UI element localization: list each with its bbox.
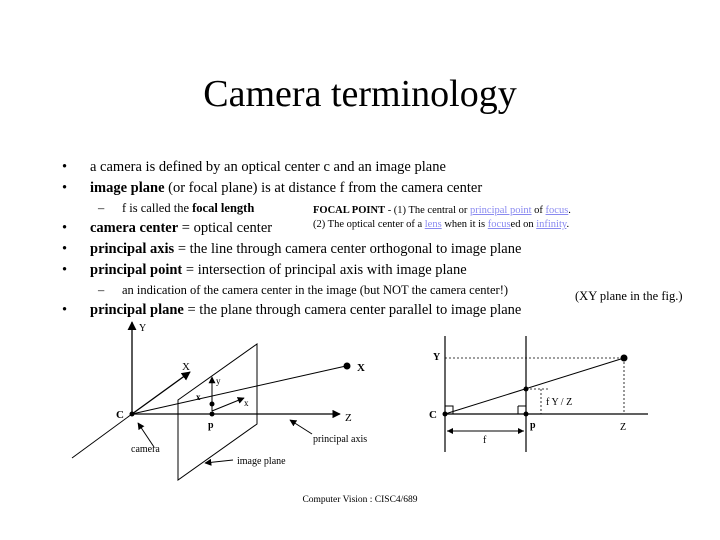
bullet-term: principal axis xyxy=(90,241,175,257)
label-C-3d: C xyxy=(116,409,124,421)
bullet-dot: • xyxy=(62,220,68,236)
bullet-text: (or focal plane) is at distance f from the camera center xyxy=(164,180,483,196)
footer: Computer Vision : CISC4/689 xyxy=(302,495,418,505)
label-x-image: x xyxy=(244,398,249,408)
link-focus[interactable]: focus xyxy=(545,205,569,216)
sub-term: focal length xyxy=(192,201,255,215)
link-infinity[interactable]: infinity xyxy=(536,219,567,230)
bullet-dot: • xyxy=(62,159,68,175)
label-principal-axis: principal axis xyxy=(313,434,368,445)
focal-point-text: when it is xyxy=(441,219,488,230)
bullet-term: principal point xyxy=(90,262,183,278)
link-lens[interactable]: lens xyxy=(424,219,442,230)
ray-2d xyxy=(445,358,624,414)
label-Z-3d: Z xyxy=(345,412,352,424)
focal-point-text: (2) The optical center of a xyxy=(313,219,425,230)
label-y-image: y xyxy=(216,376,221,386)
camera-centre-2d xyxy=(443,412,448,417)
bullet-text: = the line through camera center orthogonal to image plane xyxy=(174,241,522,257)
principal-point-2d xyxy=(524,412,529,417)
label-p-2d: p xyxy=(530,420,536,431)
image-point-2d xyxy=(524,387,529,392)
sub-dash: – xyxy=(98,201,105,215)
focal-point-text: ed on xyxy=(510,219,537,230)
f-arrow-left xyxy=(447,428,453,434)
world-point-2d xyxy=(621,355,628,362)
f-arrow-right xyxy=(518,428,524,434)
label-image-plane: image plane xyxy=(237,456,286,467)
bullet-dot: • xyxy=(62,180,68,196)
xy-plane-note: (XY plane in the fig.) xyxy=(575,289,683,303)
link-focused[interactable]: focus xyxy=(487,219,511,230)
sub-dash: – xyxy=(98,283,105,297)
sub-text: an indication of the camera center in the image (but NOT the camera center!) xyxy=(122,283,509,297)
bullet-dot: • xyxy=(62,262,68,278)
label-fYZ: f Y / Z xyxy=(546,397,573,408)
focal-point-label: FOCAL POINT xyxy=(313,205,386,216)
bullet-text: = the plane through camera center parallel to image plane xyxy=(183,302,522,318)
label-C-2d: C xyxy=(429,409,437,421)
sub-text: f is called the xyxy=(122,201,193,215)
focal-point-text: . xyxy=(566,219,570,230)
bullet-term: camera center xyxy=(90,220,179,236)
label-x-point: x xyxy=(196,392,201,402)
focal-point-text: of xyxy=(531,205,546,216)
page-title: Camera terminology xyxy=(203,73,517,115)
bullet-text: = optical center xyxy=(178,220,273,236)
label-Z-2d: Z xyxy=(620,422,627,433)
label-camera: camera xyxy=(131,444,160,455)
bullet-text: = intersection of principal axis with image plane xyxy=(182,262,467,278)
link-principal-point[interactable]: principal point xyxy=(470,205,532,216)
label-p-3d: p xyxy=(208,420,214,431)
bullet-term: image plane xyxy=(90,180,165,196)
focal-point-text: - (1) The central or xyxy=(385,205,470,216)
label-Y-2d: Y xyxy=(433,352,441,363)
bullet-dot: • xyxy=(62,241,68,257)
label-X-axis-3d: X xyxy=(182,361,190,373)
bullet-term: principal plane xyxy=(90,302,184,318)
label-X-point: X xyxy=(357,362,365,374)
bullet-text: a camera is defined by an optical center c and an image plane xyxy=(90,159,446,175)
label-f: f xyxy=(483,435,487,446)
bullet-dot: • xyxy=(62,302,68,318)
focal-point-text: . xyxy=(568,205,571,216)
label-Y-3d: Y xyxy=(139,323,147,334)
